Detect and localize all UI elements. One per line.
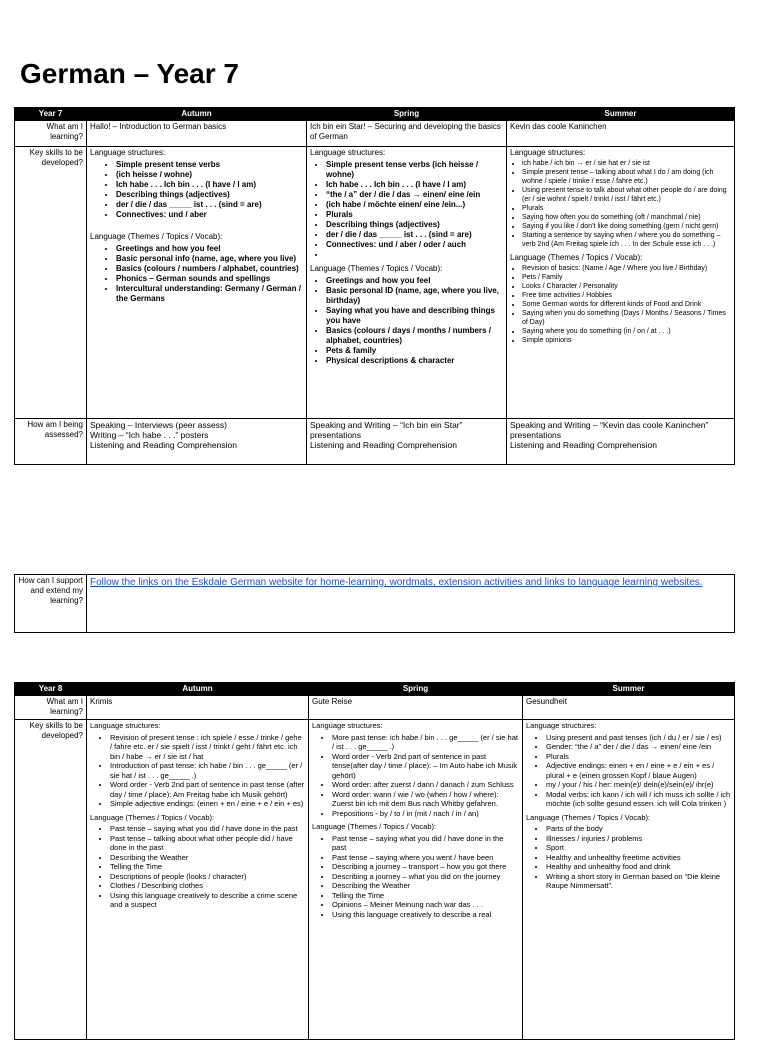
list-item: • Describing things (adjectives)	[116, 190, 303, 200]
list-item: • Looks / Character / Personality	[522, 282, 731, 291]
year8-learning-summer: Gesundheit	[523, 696, 735, 720]
list-item: • Using this language creatively to describe a real	[332, 910, 519, 920]
year7-assess-summer	[507, 419, 735, 465]
list-item: • Ich habe . . . Ich bin . . . (I have / I am)	[326, 180, 503, 190]
year7-learning-summer: Kevin das coole Kaninchen	[507, 121, 735, 147]
list-item: • Parts of the body	[546, 824, 731, 834]
row-label-learning: What am I learning?	[15, 121, 87, 147]
list-item: • Starting a sentence by saying when / where you do something – verb 2nd (Am Freitag spiele ich . . . In der Schule esse ich . . .)	[522, 231, 731, 249]
year8-learning-spring: Gute Reise	[309, 696, 523, 720]
support-label: How can I support and extend my learning?	[15, 575, 87, 633]
list-item: • Opinions – Meiner Meinung nach war das . . .	[332, 900, 519, 910]
year7-assess-autumn	[87, 419, 307, 465]
assess-line: Speaking and Writing – “Kevin das coole Kaninchen” presentations	[510, 420, 709, 440]
assess-line: Writing – “Ich habe . . .” posters	[90, 430, 209, 440]
list-item: • Clothes / Describing clothes	[110, 881, 305, 891]
list-item: • Connectives: und / aber	[116, 210, 303, 220]
list-item: • my / your / his / her: mein(e)/ dein(e)/sein(e)/ ihr(e)	[546, 780, 731, 790]
list-item: • Saying what you have and describing things you have	[326, 306, 503, 326]
assess-line: Listening and Reading Comprehension	[510, 440, 657, 450]
list-item: • Basics (colours / numbers / alphabet, countries)	[116, 264, 303, 274]
year7-assess-spring	[307, 419, 507, 465]
list-item: • Writing a short story in German based on “Die kleine Raupe Nimmersatt”.	[546, 872, 731, 891]
list-item: • Revision of basics: (Name / Age / Where you live / Birthday)	[522, 264, 731, 273]
list-item: • Telling the Time	[332, 891, 519, 901]
list-item: • Basics (colours / days / months / numbers / alphabet, countries)	[326, 326, 503, 346]
themes-heading: Language (Themes / Topics / Vocab):	[510, 253, 643, 262]
list-item: • Describing a journey – what you did on the journey	[332, 872, 519, 882]
list-item: • Describing the Weather	[332, 881, 519, 891]
list-item: • Sport	[546, 843, 731, 853]
year8-skills-summer	[523, 720, 735, 1040]
structures-heading: Language structures:	[90, 148, 166, 157]
list-item: • Describing things (adjectives)	[326, 220, 503, 230]
list-item: • Word order: wann / wie / wo (when / how / where): Zuerst bin ich mit dem Bus nach Whitby gefahren.	[332, 790, 519, 809]
list-item: • ich habe / ich bin → er / sie hat er / sie ist	[522, 159, 731, 168]
list-item: • Phonics – German sounds and spellings	[116, 274, 303, 284]
list-item: • Word order: after zuerst / dann / danach / zum Schluss	[332, 780, 519, 790]
list-item: • Past tense – saying what you did / have done in the past	[332, 834, 519, 853]
list-item: • Connectives: und / aber / oder / auch	[326, 240, 503, 250]
list-item: • Using present tense to talk about what other people do / are doing (er / sie wohnt / spielt / trinkt / isst / fährt etc.)	[522, 186, 731, 204]
list-item: • Saying how often you do something (oft / manchmal / nie)	[522, 213, 731, 222]
list-item: • Pets & family	[326, 346, 503, 356]
year7-learning-spring: Ich bin ein Star! – Securing and developing the basics of German	[307, 121, 507, 147]
year7-skills-spring	[307, 147, 507, 419]
row-label-learning: What am I learning?	[15, 696, 87, 720]
assess-line: Speaking – Interviews (peer assess)	[90, 420, 228, 430]
year7-header-year: Year 7	[15, 108, 87, 121]
list-item: • Pets / Family	[522, 273, 731, 282]
year7-header-summer: Summer	[507, 108, 735, 121]
year7-header-autumn: Autumn	[87, 108, 307, 121]
support-link[interactable]: Follow the links on the Eskdale German website for home-learning, wordmats, extension activities and links to language learning websites.	[90, 577, 703, 588]
list-item: • Simple present tense verbs	[116, 160, 303, 170]
list-item: • Simple adjective endings: (einen + en / eine + e / ein + es)	[110, 799, 305, 809]
structures-heading: Language structures:	[90, 721, 161, 730]
themes-heading: Language (Themes / Topics / Vocab):	[310, 264, 443, 273]
year8-skills-autumn	[87, 720, 309, 1040]
year8-skills-spring	[309, 720, 523, 1040]
list-item: • Descriptions of people (looks / character)	[110, 872, 305, 882]
themes-heading: Language (Themes / Topics / Vocab):	[312, 822, 437, 831]
list-item: • Healthy and unhealthy freetime activities	[546, 853, 731, 863]
structures-heading: Language structures:	[310, 148, 386, 157]
list-item: • Saying when you do something (Days / Months / Seasons / Times of Day)	[522, 309, 731, 327]
list-item: • Saying where you do something (in / on / at . . .)	[522, 327, 731, 336]
list-item: • Word order - Verb 2nd part of sentence in past tense (after day / time / place): Am Freitag habe ich Musik gehört)	[110, 780, 305, 799]
list-item: • Intercultural understanding: Germany / German / the Germans	[116, 284, 303, 304]
year8-header-year: Year 8	[15, 683, 87, 696]
list-item: • der / die / das _____ ist . . . (sind = are)	[326, 230, 503, 240]
list-item: • Telling the Time	[110, 862, 305, 872]
list-item: • Introduction of past tense: ich habe / bin . . . ge_____ (er / sie hat / ist . . . ge_____ .)	[110, 761, 305, 780]
year8-table	[14, 682, 735, 1040]
list-item: • Free time activities / Hobbies	[522, 291, 731, 300]
list-item: • Plurals	[522, 204, 731, 213]
year7-header-spring: Spring	[307, 108, 507, 121]
list-item: • Ich habe . . . Ich bin . . . (I have / I am)	[116, 180, 303, 190]
year8-header-spring: Spring	[309, 683, 523, 696]
year8-header-autumn: Autumn	[87, 683, 309, 696]
year7-table	[14, 107, 735, 465]
structures-heading: Language structures:	[510, 148, 586, 157]
list-item: • Gender: “the / a” der / die / das → einen/ eine /ein	[546, 742, 731, 752]
year7-skills-summer	[507, 147, 735, 419]
year8-learning-autumn: Krimis	[87, 696, 309, 720]
assess-line: Listening and Reading Comprehension	[90, 440, 237, 450]
list-item: • “the / a” der / die / das → einen/ eine /ein	[326, 190, 503, 200]
list-item: • Word order - Verb 2nd part of sentence in past tense(after day / time / place): – Im Auto habe ich Musik gehört)	[332, 752, 519, 781]
assess-line: Speaking and Writing – “Ich bin ein Star” presentations	[310, 420, 463, 440]
list-item: • Basic personal info (name, age, where you live)	[116, 254, 303, 264]
list-item: • Revision of present tense : ich spiele / esse / trinke / gehe / fahre etc. er / sie spielt / isst / trinkt / geht / fährt etc. ich bin / habe → er / sie ist / hat	[110, 733, 305, 762]
year8-header-summer: Summer	[523, 683, 735, 696]
assess-line: Listening and Reading Comprehension	[310, 440, 457, 450]
structures-heading: Language structures:	[312, 721, 383, 730]
year7-skills-autumn	[87, 147, 307, 419]
list-item: • Basic personal ID (name, age, where you live, birthday)	[326, 286, 503, 306]
list-item	[326, 250, 503, 260]
list-item: • Describing a journey – transport – how you got there	[332, 862, 519, 872]
list-item: • Simple present tense – talking about what I do / am doing (ich wohne / spiele / trinke / esse / fahre etc.)	[522, 168, 731, 186]
list-item: • der / die / das _____ ist . . . (sind = are)	[116, 200, 303, 210]
list-item: • Simple present tense verbs (ich heisse / wohne)	[326, 160, 503, 180]
themes-heading: Language (Themes / Topics / Vocab):	[526, 812, 651, 822]
list-item: • Greetings and how you feel	[326, 276, 503, 286]
list-item: • (ich habe / möchte einen/ eine /ein...)	[326, 200, 503, 210]
year7-learning-autumn: Hallo! – Introduction to German basics	[87, 121, 307, 147]
list-item: • Modal verbs: ich kann / ich will / ich muss ich sollte / ich möchte (ich sollte gesund essen. ich will Cola trinken )	[546, 790, 731, 809]
list-item: • Describing the Weather	[110, 853, 305, 863]
list-item: • Healthy and unhealthy food and drink	[546, 862, 731, 872]
list-item: • Adjective endings: einen + en / eine + e / ein + es / plural + e (einen grossen Kopf / blaue Augen)	[546, 761, 731, 780]
list-item: • Past tense – saying where you went / have been	[332, 853, 519, 863]
list-item: • Plurals	[326, 210, 503, 220]
themes-heading: Language (Themes / Topics / Vocab):	[90, 812, 215, 822]
structures-heading: Language structures:	[526, 721, 597, 730]
list-item: • More past tense: ich habe / bin . . . ge_____ (er / sie hat / ist . . . ge_____ .)	[332, 733, 519, 752]
row-label-skills: Key skills to be developed?	[15, 720, 87, 1040]
list-item: • Simple opinions	[522, 336, 731, 345]
list-item: • Physical descriptions & character	[326, 356, 503, 366]
list-item: • Using this language creatively to describe a crime scene and a suspect	[110, 891, 305, 910]
list-item: • Illnesses / injuries / problems	[546, 834, 731, 844]
list-item: • Using present and past tenses (ich / du / er / sie / es)	[546, 733, 731, 743]
row-label-assessed: How am I being assessed?	[15, 419, 87, 465]
list-item: • Some German words for different kinds of Food and Drink	[522, 300, 731, 309]
list-item: • Plurals	[546, 752, 731, 762]
list-item: • (ich heisse / wohne)	[116, 170, 303, 180]
list-item: • Greetings and how you feel	[116, 244, 303, 254]
list-item: • Prepositions - by / to / in (mit / nach / in / an)	[332, 809, 519, 819]
list-item: • Past tense – saying what you did / have done in the past	[110, 824, 305, 834]
list-item: • Saying if you like / don’t like doing something (gern / nicht gern)	[522, 222, 731, 231]
themes-heading: Language (Themes / Topics / Vocab):	[90, 232, 223, 241]
page-title: German – Year 7	[20, 58, 239, 89]
row-label-skills: Key skills to be developed?	[15, 147, 87, 419]
support-table	[14, 574, 735, 633]
list-item: • Past tense – talking about what other people did / have done in the past	[110, 834, 305, 853]
